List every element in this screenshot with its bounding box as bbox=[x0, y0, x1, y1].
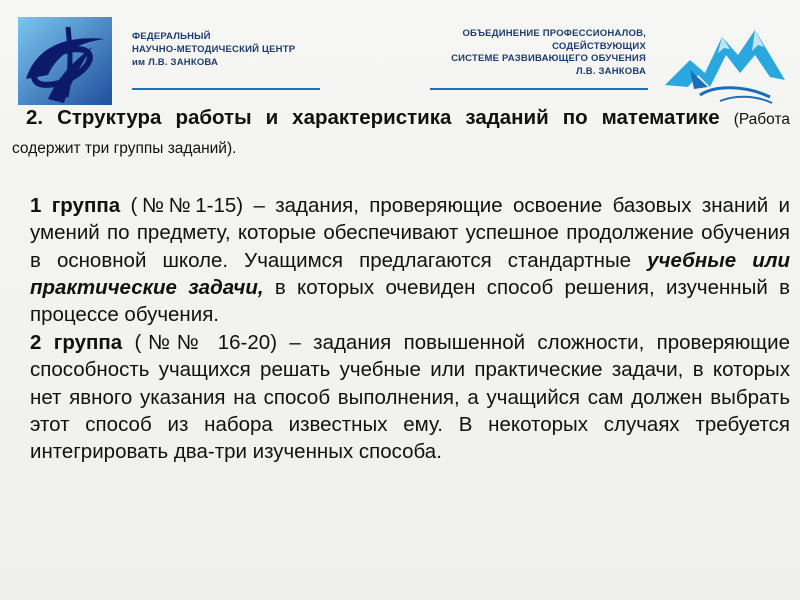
right-org-line: Л.В. ЗАНКОВА bbox=[576, 65, 646, 77]
group-1-text-end: в которых очевиден способ решения, изученный в процессе обучения. bbox=[30, 276, 790, 327]
group-1-emphasis: учебные или практические задачи, bbox=[30, 248, 791, 300]
header-divider-right bbox=[430, 88, 648, 90]
group-1-range: (№№1-15) bbox=[130, 193, 244, 217]
left-org-line: им Л.В. ЗАНКОВА bbox=[132, 57, 219, 68]
zankov-center-logo-icon bbox=[18, 17, 112, 105]
right-org-line: ОБЪЕДИНЕНИЕ ПРОФЕССИОНАЛОВ, bbox=[462, 28, 646, 39]
left-organization-name bbox=[132, 30, 295, 69]
header-divider-left bbox=[132, 88, 320, 90]
left-org-line: ФЕДЕРАЛЬНЫЙ bbox=[132, 31, 211, 42]
mountains-logo-icon bbox=[660, 15, 790, 110]
slide-body bbox=[12, 104, 790, 466]
group-1-paragraph bbox=[12, 192, 790, 329]
group-1-label: 1 группа bbox=[30, 193, 121, 217]
group-1-text: – задания, проверяющие освоение базовых знаний и умений по предмету, которые обеспечивают успешное продолжение обучения в основной школе. Учащимся предлагаются стандартные bbox=[30, 193, 790, 272]
group-2-label: 2 группа bbox=[30, 330, 123, 354]
right-organization-name bbox=[451, 28, 646, 78]
right-org-line: СИСТЕМЕ РАЗВИВАЮЩЕГО ОБУЧЕНИЯ bbox=[451, 53, 646, 64]
slide-heading bbox=[12, 104, 790, 163]
heading-text: 2. Структура работы и характеристика заданий по математике bbox=[26, 106, 720, 129]
right-org-line: СОДЕЙСТВУЮЩИХ bbox=[552, 40, 646, 52]
heading-note: (Работа содержит три группы заданий). bbox=[12, 111, 790, 158]
group-2-paragraph bbox=[12, 329, 790, 466]
group-2-text: (№№ 16-20) – задания повышенной сложности, проверяющие способность учащихся решать учебные или практические задачи, в которых нет явного указания на способ выполнения, а учащийся сам должен выбрать этот способ из набора известных ему. В некоторых случаях требуется интегрировать два-три изученных способа. bbox=[30, 330, 790, 464]
left-org-line: НАУЧНО-МЕТОДИЧЕСКИЙ ЦЕНТР bbox=[132, 44, 296, 55]
